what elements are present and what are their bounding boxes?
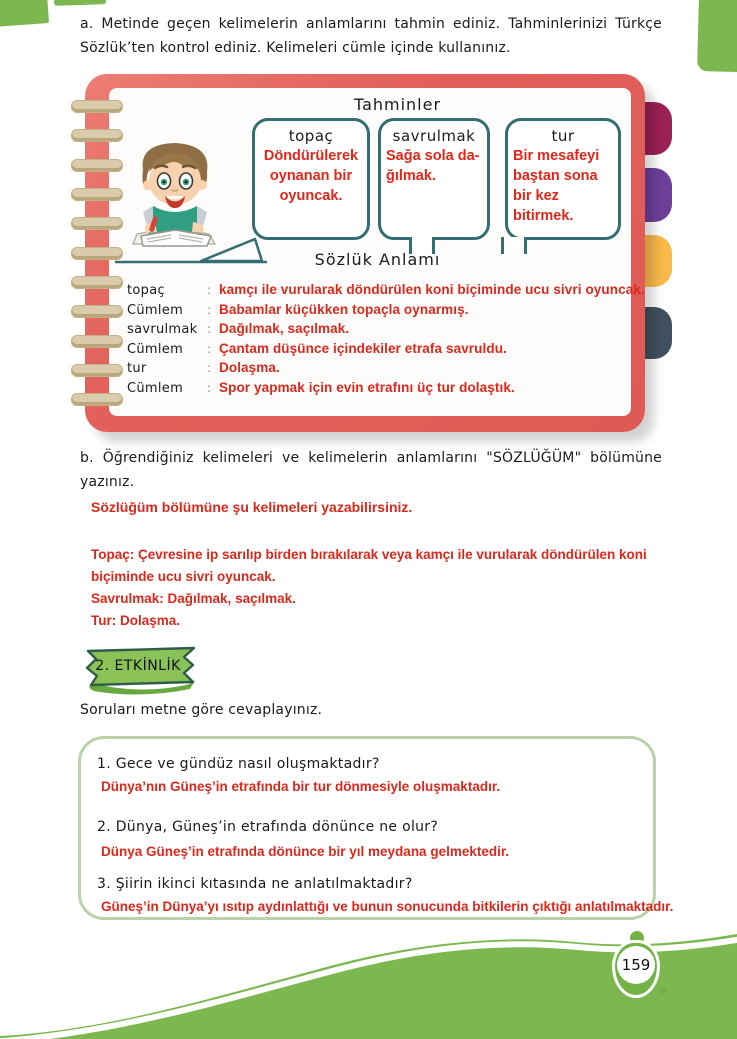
entry-separator: :	[207, 380, 212, 395]
spiral-ring	[71, 217, 123, 230]
corner-accent-top-right	[697, 0, 737, 72]
spiral-ring	[71, 100, 123, 113]
corner-accent-top-left	[0, 0, 49, 27]
entry-answer: Spor yapmak için evin etrafını üç tur dolaştık.	[219, 379, 515, 395]
entry-label: savrulmak	[127, 322, 198, 337]
dictionary-entry	[127, 282, 645, 302]
answer-key-note: Sözlüğüm bölümüne şu kelimeleri yazabilirsiniz.	[91, 499, 413, 515]
answer-key-line: Savrulmak: Dağılmak, saçılmak.	[91, 591, 296, 606]
dictionary-entry	[127, 321, 632, 341]
answer-2: Dünya Güneş’in etrafında dönünce bir yıl meydana gelmektedir.	[101, 844, 510, 859]
entry-separator: :	[207, 361, 212, 375]
dictionary-title: Sözlük Anlamı	[314, 250, 441, 269]
answer-1: Dünya’nın Güneş’in etrafında bir tur dönmesiyle oluşmaktadır.	[101, 779, 501, 794]
activity-badge-label: 2. ETKİNLİK	[95, 658, 181, 674]
bubble-guess: Bir mesafeyi baştan sona bir kez bitirmek.	[513, 148, 600, 224]
entry-label: topaç	[127, 283, 165, 298]
spiral-ring	[71, 335, 123, 348]
notebook-panel	[85, 74, 645, 432]
entry-answer: Babamlar küçükken topaçla oynarmış.	[219, 301, 469, 317]
activity-badge	[78, 645, 204, 695]
notebook-paper	[109, 88, 645, 416]
prediction-bubble-topac	[252, 118, 370, 240]
entry-label: Cümlem	[127, 302, 184, 318]
spiral-ring	[71, 305, 123, 318]
question-1: 1. Gece ve gündüz nasıl oluşmaktadır?	[97, 756, 380, 772]
page-number: 159	[617, 946, 655, 984]
spiral-ring	[71, 364, 123, 377]
bubble-guess: Döndürülerek oynanan bir oyuncak.	[263, 148, 359, 204]
question-3: 3. Şiirin ikinci kıtasında ne anlatılmaktadır?	[97, 876, 413, 892]
corner-accent-top-left-sliver	[54, 0, 106, 6]
questions-intro: Soruları metne göre cevaplayınız.	[80, 702, 323, 718]
spiral-ring	[71, 159, 123, 172]
predictions-title: Tahminler	[353, 95, 442, 114]
entry-answer: Çantam düşünce içindekiler etrafa savruldu.	[219, 340, 507, 356]
entry-separator: :	[207, 302, 212, 317]
entry-answer: Dolaşma.	[219, 360, 280, 375]
entry-separator: :	[207, 283, 212, 297]
bubble-word: topaç	[288, 127, 334, 145]
entry-label: Cümlem	[127, 380, 184, 396]
question-2: 2. Dünya, Güneş’in etrafında dönünce ne olur?	[97, 819, 439, 835]
answer-key-line: Tur: Dolaşma.	[91, 613, 181, 628]
bubble-word: tur	[551, 127, 575, 145]
answer-key-block	[91, 544, 691, 632]
entry-separator: :	[207, 341, 212, 356]
instruction-b: b. Öğrendiğiniz kelimeleri ve kelimelerin anlamlarını "SÖZLÜĞÜM" bölümüne yazınız.	[80, 450, 662, 490]
questions-box	[78, 736, 674, 920]
spiral-ring	[71, 129, 123, 142]
entry-answer: Dağılmak, saçılmak.	[219, 321, 350, 336]
page-number-badge	[612, 938, 662, 1002]
dictionary-entry	[127, 380, 632, 400]
entry-label: Cümlem	[127, 341, 184, 357]
bubble-word: savrulmak	[392, 127, 476, 145]
bubble-guess: Sağa sola da-ğılmak.	[386, 148, 480, 184]
prediction-bubble-savrulmak	[378, 118, 490, 240]
entry-answer: kamçı ile vurularak döndürülen koni biçiminde ucu sivri oyuncak.	[219, 282, 645, 297]
entry-separator: :	[207, 322, 212, 336]
instruction-a: a. Metinde geçen kelimelerin anlamlarını tahmin ediniz. Tahminlerinizi Türkçe Sözlük’ten kontrol ediniz. Kelimeleri cümle içinde kullanınız.	[80, 16, 662, 56]
prediction-bubble-tur	[505, 118, 621, 240]
dictionary-entry	[127, 341, 632, 361]
badge-small-dot	[659, 986, 667, 994]
spiral-ring	[71, 276, 123, 289]
dictionary-entry	[127, 360, 632, 380]
dictionary-entry	[127, 302, 632, 322]
spiral-ring	[71, 247, 123, 260]
answer-key-line: Topaç: Çevresine ip sarılıp birden bırakılarak veya kamçı ile vurularak döndürülen koni biçiminde ucu sivri oyuncak.	[91, 547, 647, 584]
dictionary-entries	[127, 282, 645, 399]
entry-label: tur	[127, 361, 147, 376]
answer-3: Güneş’in Dünya’yı ısıtıp aydınlattığı ve bunun sonucunda bitkilerin çıktığı anlatılmaktadır.	[101, 899, 674, 914]
spiral-ring	[71, 188, 123, 201]
spiral-ring	[71, 393, 123, 406]
